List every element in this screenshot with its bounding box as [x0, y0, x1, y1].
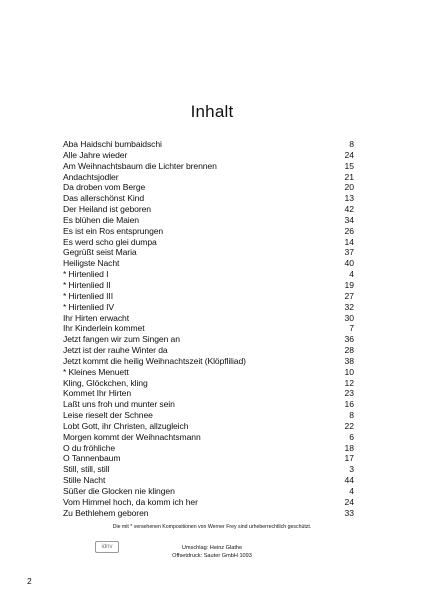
toc-entry-page: 12 [344, 377, 354, 388]
toc-entry-page: 23 [344, 388, 354, 399]
toc-entry-title: Ihr Kinderlein kommet [63, 323, 145, 334]
idnv-stamp: idnv [95, 541, 119, 553]
toc-entry-page: 3 [349, 464, 354, 475]
copyright-footnote: Die mit * versehenen Kompositionen von Werner Frey sind urheberrechtlich geschützt. [112, 524, 312, 530]
toc-entry [63, 247, 354, 258]
toc-entry-page: 8 [349, 139, 354, 149]
toc-entry-page: 6 [349, 431, 354, 442]
toc-entry-page: 4 [349, 486, 354, 496]
toc-entry [63, 215, 354, 226]
toc-entry [63, 497, 354, 508]
toc-entry [63, 139, 354, 150]
toc-entry-title: Kommet Ihr Hirten [63, 388, 132, 399]
toc-entry [63, 475, 354, 486]
toc-entry-title: Es werd scho glei dumpa [63, 236, 157, 247]
toc-entry-page: 10 [344, 366, 354, 377]
toc-entry [63, 161, 354, 172]
toc-entry-page: 40 [344, 258, 354, 269]
toc-entry-page: 28 [344, 345, 354, 356]
toc-entry-page: 42 [344, 204, 354, 215]
toc-entry [63, 421, 354, 432]
toc-entry [63, 172, 354, 183]
table-of-contents [63, 139, 354, 519]
toc-entry [63, 486, 354, 497]
toc-entry [63, 182, 354, 193]
toc-entry-title: Lobt Gott, ihr Christen, allzugleich [63, 420, 189, 431]
toc-entry-title: Laßt uns froh und munter sein [63, 399, 175, 410]
toc-entry-page: 4 [349, 269, 354, 280]
credits [0, 545, 424, 560]
toc-entry-title: * Hirtenlied I [63, 269, 109, 280]
toc-entry [63, 399, 354, 410]
toc-entry [63, 269, 354, 280]
toc-entry-page: 21 [344, 171, 354, 182]
toc-entry-title: Gegrüßt seist Maria [63, 247, 137, 258]
toc-entry-title: Es blühen die Maien [63, 214, 139, 225]
page-number: 2 [27, 576, 32, 586]
toc-entry-title: Aba Haidschi bumbaidschi [63, 139, 162, 149]
toc-entry-title: Es ist ein Ros entsprungen [63, 225, 164, 236]
toc-entry [63, 193, 354, 204]
toc-entry-title: Stille Nacht [63, 475, 106, 486]
toc-entry-page: 14 [344, 236, 354, 247]
toc-entry-title: Morgen kommt der Weihnachtsmann [63, 431, 201, 442]
toc-entry [63, 204, 354, 215]
toc-entry [63, 356, 354, 367]
toc-entry-page: 15 [344, 160, 354, 171]
toc-entry-page: 17 [344, 453, 354, 464]
toc-entry-page: 22 [344, 420, 354, 431]
toc-entry [63, 453, 354, 464]
toc-entry [63, 258, 354, 269]
print-credit: Offsetdruck: Sauter GmbH 1093 [172, 552, 252, 559]
toc-entry [63, 508, 354, 519]
toc-entry-title: Jetzt kommt die heilig Weihnachtszeit (Klöpfliliad) [63, 355, 246, 366]
toc-entry [63, 378, 354, 389]
toc-entry-title: Süßer die Glocken nie klingen [63, 486, 175, 496]
toc-entry-title: Zu Bethlehem geboren [63, 507, 149, 518]
toc-entry-page: 30 [344, 312, 354, 323]
toc-entry-page: 27 [344, 290, 354, 301]
toc-entry [63, 280, 354, 291]
toc-entry [63, 323, 354, 334]
toc-entry-title: Das allerschönst Kind [63, 193, 145, 204]
toc-entry-title: * Hirtenlied II [63, 279, 111, 290]
toc-entry [63, 432, 354, 443]
toc-entry-page: 37 [344, 247, 354, 258]
toc-entry-page: 20 [344, 182, 354, 193]
toc-entry-page: 44 [344, 475, 354, 486]
toc-entry-page: 26 [344, 225, 354, 236]
toc-entry [63, 291, 354, 302]
toc-entry-title: Still, still, still [63, 464, 110, 475]
toc-entry [63, 388, 354, 399]
toc-entry-page: 7 [349, 323, 354, 334]
toc-entry-title: * Hirtenlied III [63, 290, 113, 301]
toc-entry-title: Heiligste Nacht [63, 258, 120, 269]
toc-entry-title: O du fröhliche [63, 442, 116, 453]
toc-entry-title: Kling, Glöckchen, kling [63, 377, 148, 388]
toc-entry [63, 237, 354, 248]
toc-entry-page: 33 [344, 507, 354, 518]
toc-entry [63, 302, 354, 313]
toc-entry-page: 13 [344, 193, 354, 204]
toc-entry-page: 24 [344, 496, 354, 507]
toc-entry-title: Vom Himmel hoch, da komm ich her [63, 496, 198, 507]
toc-entry-title: Der Heiland ist geboren [63, 204, 151, 215]
toc-entry-title: * Kleines Menuett [63, 366, 129, 377]
toc-entry-title: Leise rieselt der Schnee [63, 410, 153, 421]
toc-entry-page: 34 [344, 214, 354, 225]
cover-credit: Umschlag: Heinz Glathe [181, 545, 243, 551]
toc-entry-title: Jetzt ist der rauhe Winter da [63, 345, 168, 356]
toc-entry [63, 150, 354, 161]
toc-entry-title: Andachtsjodler [63, 171, 119, 182]
toc-entry [63, 464, 354, 475]
toc-entry-title: Am Weihnachtsbaum die Lichter brennen [63, 160, 217, 171]
toc-entry-page: 32 [344, 301, 354, 312]
toc-entry-title: Alle Jahre wieder [63, 149, 128, 160]
toc-entry [63, 367, 354, 378]
toc-entry-title: O Tannenbaum [63, 453, 121, 464]
toc-entry-title: Ihr Hirten erwacht [63, 312, 130, 323]
toc-entry [63, 410, 354, 421]
page-title: Inhalt [190, 102, 234, 121]
toc-entry [63, 345, 354, 356]
toc-entry-page: 24 [344, 149, 354, 160]
toc-entry [63, 334, 354, 345]
toc-entry-title: Jetzt fangen wir zum Singen an [63, 334, 180, 345]
toc-entry [63, 226, 354, 237]
toc-entry-page: 19 [344, 279, 354, 290]
toc-entry-title: Da droben vom Berge [63, 182, 146, 193]
toc-entry-page: 38 [344, 355, 354, 366]
toc-entry-page: 36 [344, 334, 354, 345]
toc-entry-page: 18 [344, 442, 354, 453]
toc-entry [63, 313, 354, 324]
toc-entry-page: 8 [349, 410, 354, 421]
toc-entry-page: 16 [344, 399, 354, 410]
toc-entry-title: * Hirtenlied IV [63, 301, 115, 312]
toc-entry [63, 443, 354, 454]
